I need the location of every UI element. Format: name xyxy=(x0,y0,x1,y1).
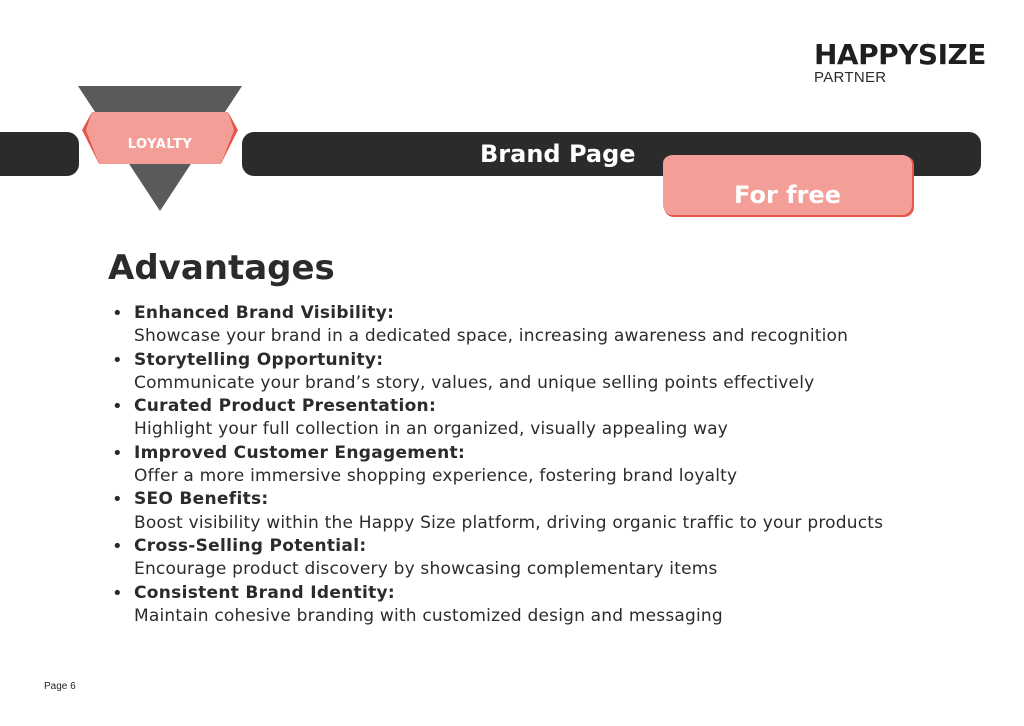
item-description: Maintain cohesive branding with customized design and messaging xyxy=(134,605,723,626)
happysize-partner-logo xyxy=(814,40,986,86)
item-description: Offer a more immersive shopping experience, fostering brand loyalty xyxy=(134,466,738,487)
item-title: Storytelling Opportunity: xyxy=(134,349,384,370)
bullet-icon: • xyxy=(112,349,123,371)
item-title: SEO Benefits: xyxy=(134,489,269,510)
loyalty-label: LOYALTY xyxy=(127,137,193,152)
item-description: Boost visibility within the Happy Size platform, driving organic traffic to your products xyxy=(134,512,884,533)
emblem-band-top xyxy=(86,112,234,130)
item-description: Highlight your full collection in an organized, visually appealing way xyxy=(134,419,729,440)
bullet-icon: • xyxy=(112,489,123,511)
list-item xyxy=(110,442,930,489)
list-item xyxy=(110,302,930,349)
list-item xyxy=(110,535,930,582)
item-title: Enhanced Brand Visibility: xyxy=(134,303,395,323)
list-item xyxy=(110,488,930,535)
item-title: Consistent Brand Identity: xyxy=(134,582,396,603)
item-description: Showcase your brand in a dedicated space, increasing awareness and recognition xyxy=(134,326,849,347)
bullet-icon: • xyxy=(112,582,123,604)
section-heading: Advantages xyxy=(108,248,335,288)
advantages-list xyxy=(110,302,930,628)
item-title: Cross-Selling Potential: xyxy=(134,535,367,556)
bullet-icon: • xyxy=(112,535,123,557)
item-title: Curated Product Presentation: xyxy=(134,396,437,417)
item-description: Encourage product discovery by showcasing complementary items xyxy=(134,559,718,580)
logo-subtitle: PARTNER xyxy=(814,69,887,86)
item-title: Improved Customer Engagement: xyxy=(134,442,466,463)
item-description: Communicate your brand’s story, values, and unique selling points effectively xyxy=(134,372,815,393)
page-title: Brand Page xyxy=(480,140,636,168)
header-bar-left xyxy=(0,132,79,176)
page-number: Page 6 xyxy=(44,681,76,692)
list-item xyxy=(110,582,930,629)
logo-wordmark: HAPPYSIZE xyxy=(814,38,986,71)
price-tag-label: For free xyxy=(734,181,841,209)
bullet-icon: • xyxy=(112,396,123,418)
list-item xyxy=(110,349,930,396)
bullet-icon: • xyxy=(112,442,123,464)
bullet-icon: • xyxy=(112,303,123,324)
list-item xyxy=(110,395,930,442)
